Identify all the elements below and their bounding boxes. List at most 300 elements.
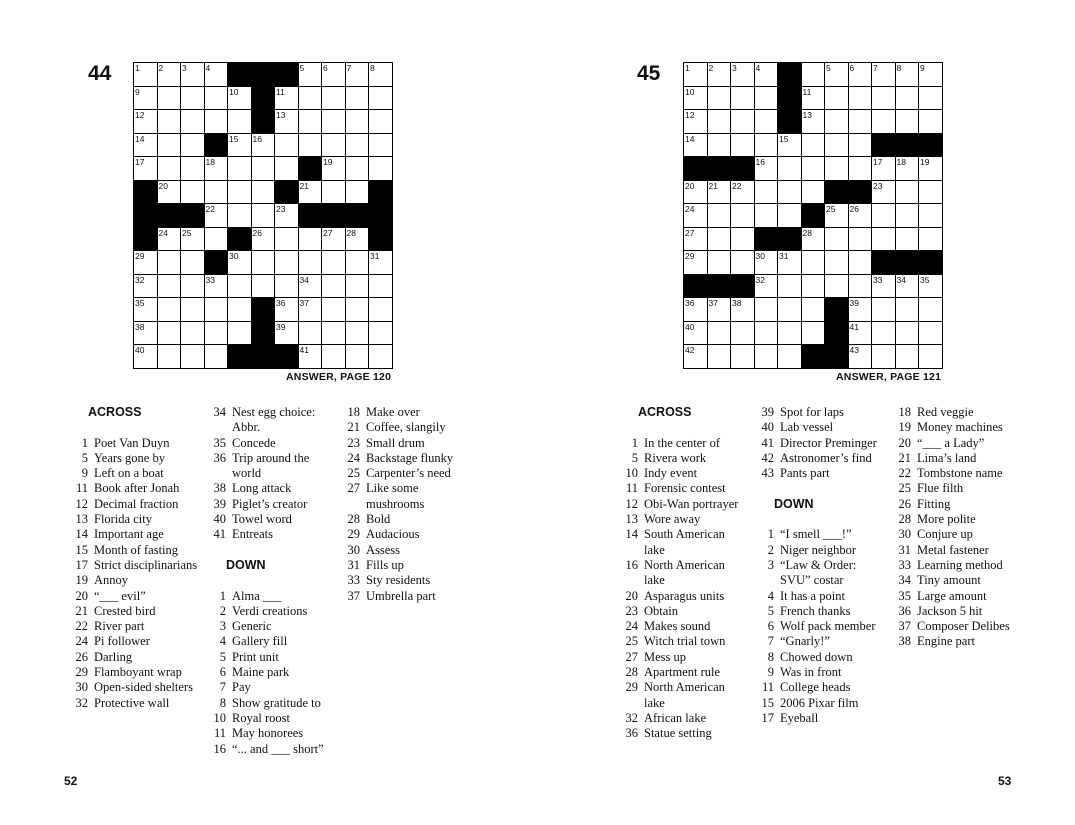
grid-cell[interactable] bbox=[802, 322, 826, 346]
grid-cell[interactable] bbox=[825, 63, 849, 87]
grid-cell[interactable] bbox=[369, 298, 393, 322]
grid-cell[interactable] bbox=[299, 110, 323, 134]
grid-cell[interactable] bbox=[684, 87, 708, 111]
clue-item[interactable] bbox=[200, 481, 330, 496]
clue-item[interactable] bbox=[612, 604, 742, 619]
grid-cell[interactable] bbox=[299, 181, 323, 205]
grid-cell[interactable] bbox=[778, 345, 802, 369]
grid-cell[interactable] bbox=[731, 322, 755, 346]
clue-item[interactable] bbox=[885, 420, 1025, 435]
clue-item[interactable] bbox=[62, 680, 210, 695]
grid-cell[interactable] bbox=[872, 110, 896, 134]
grid-cell[interactable] bbox=[369, 110, 393, 134]
grid-cell[interactable] bbox=[275, 110, 299, 134]
grid-cell[interactable] bbox=[872, 275, 896, 299]
grid-cell[interactable] bbox=[872, 345, 896, 369]
clue-item[interactable] bbox=[200, 634, 330, 649]
grid-cell[interactable] bbox=[299, 298, 323, 322]
grid-cell[interactable] bbox=[322, 345, 346, 369]
grid-cell[interactable] bbox=[299, 345, 323, 369]
clue-item[interactable] bbox=[885, 436, 1025, 451]
grid-cell[interactable] bbox=[275, 251, 299, 275]
grid-cell[interactable] bbox=[755, 345, 779, 369]
clue-item[interactable] bbox=[612, 466, 742, 481]
grid-cell[interactable] bbox=[205, 87, 229, 111]
grid-cell[interactable] bbox=[369, 251, 393, 275]
grid-cell[interactable] bbox=[896, 298, 920, 322]
clue-item[interactable] bbox=[62, 436, 210, 451]
clue-item[interactable] bbox=[334, 527, 469, 542]
grid-cell[interactable] bbox=[228, 298, 252, 322]
grid-cell[interactable] bbox=[346, 251, 370, 275]
clue-item[interactable] bbox=[62, 650, 210, 665]
clue-item[interactable] bbox=[612, 619, 742, 634]
clue-item[interactable] bbox=[748, 527, 878, 542]
grid-cell[interactable] bbox=[872, 63, 896, 87]
grid-cell[interactable] bbox=[731, 87, 755, 111]
grid-cell[interactable] bbox=[228, 87, 252, 111]
grid-cell[interactable] bbox=[205, 157, 229, 181]
grid-cell[interactable] bbox=[755, 204, 779, 228]
grid-cell[interactable] bbox=[802, 251, 826, 275]
grid-cell[interactable] bbox=[134, 63, 158, 87]
grid-cell[interactable] bbox=[708, 181, 732, 205]
grid-cell[interactable] bbox=[896, 322, 920, 346]
grid-cell[interactable] bbox=[275, 275, 299, 299]
grid-cell[interactable] bbox=[919, 298, 943, 322]
grid-cell[interactable] bbox=[825, 204, 849, 228]
grid-cell[interactable] bbox=[708, 87, 732, 111]
grid-cell[interactable] bbox=[181, 322, 205, 346]
grid-cell[interactable] bbox=[825, 134, 849, 158]
grid-cell[interactable] bbox=[134, 251, 158, 275]
grid-cell[interactable] bbox=[134, 87, 158, 111]
grid-cell[interactable] bbox=[825, 275, 849, 299]
grid-cell[interactable] bbox=[252, 157, 276, 181]
clue-item[interactable] bbox=[885, 558, 1025, 573]
grid-cell[interactable] bbox=[299, 322, 323, 346]
crossword-grid[interactable] bbox=[133, 62, 393, 369]
grid-cell[interactable] bbox=[228, 181, 252, 205]
grid-cell[interactable] bbox=[369, 63, 393, 87]
clue-item[interactable] bbox=[200, 619, 330, 634]
grid-cell[interactable] bbox=[158, 322, 182, 346]
grid-cell[interactable] bbox=[275, 134, 299, 158]
grid-cell[interactable] bbox=[134, 110, 158, 134]
grid-cell[interactable] bbox=[684, 345, 708, 369]
clue-item[interactable] bbox=[748, 665, 878, 680]
grid-cell[interactable] bbox=[158, 228, 182, 252]
grid-cell[interactable] bbox=[322, 157, 346, 181]
clue-item[interactable] bbox=[334, 451, 469, 466]
grid-cell[interactable] bbox=[919, 322, 943, 346]
grid-cell[interactable] bbox=[872, 298, 896, 322]
grid-cell[interactable] bbox=[252, 134, 276, 158]
grid-cell[interactable] bbox=[299, 275, 323, 299]
grid-cell[interactable] bbox=[369, 134, 393, 158]
grid-cell[interactable] bbox=[849, 157, 873, 181]
clue-item[interactable] bbox=[748, 634, 878, 649]
clue-item[interactable] bbox=[200, 696, 330, 711]
grid-cell[interactable] bbox=[205, 204, 229, 228]
clue-item[interactable] bbox=[748, 696, 878, 711]
grid-cell[interactable] bbox=[731, 228, 755, 252]
grid-cell[interactable] bbox=[369, 345, 393, 369]
grid-cell[interactable] bbox=[322, 251, 346, 275]
grid-cell[interactable] bbox=[322, 322, 346, 346]
grid-cell[interactable] bbox=[708, 134, 732, 158]
grid-cell[interactable] bbox=[252, 204, 276, 228]
grid-cell[interactable] bbox=[825, 228, 849, 252]
clue-item[interactable] bbox=[885, 573, 1025, 588]
grid-cell[interactable] bbox=[708, 110, 732, 134]
grid-cell[interactable] bbox=[181, 228, 205, 252]
grid-cell[interactable] bbox=[708, 228, 732, 252]
grid-cell[interactable] bbox=[755, 298, 779, 322]
grid-cell[interactable] bbox=[896, 345, 920, 369]
grid-cell[interactable] bbox=[252, 228, 276, 252]
grid-cell[interactable] bbox=[872, 87, 896, 111]
grid-cell[interactable] bbox=[181, 110, 205, 134]
grid-cell[interactable] bbox=[369, 87, 393, 111]
grid-cell[interactable] bbox=[205, 63, 229, 87]
clue-item[interactable] bbox=[62, 696, 210, 711]
clue-item[interactable] bbox=[62, 634, 210, 649]
grid-cell[interactable] bbox=[849, 228, 873, 252]
grid-cell[interactable] bbox=[802, 110, 826, 134]
clue-item[interactable] bbox=[200, 512, 330, 527]
grid-cell[interactable] bbox=[684, 63, 708, 87]
clue-item[interactable] bbox=[200, 527, 330, 542]
grid-cell[interactable] bbox=[731, 134, 755, 158]
grid-cell[interactable] bbox=[369, 157, 393, 181]
grid-cell[interactable] bbox=[299, 63, 323, 87]
grid-cell[interactable] bbox=[228, 275, 252, 299]
grid-cell[interactable] bbox=[181, 157, 205, 181]
clue-item[interactable] bbox=[612, 497, 742, 512]
grid-cell[interactable] bbox=[228, 251, 252, 275]
grid-cell[interactable] bbox=[181, 181, 205, 205]
grid-cell[interactable] bbox=[919, 87, 943, 111]
grid-cell[interactable] bbox=[708, 298, 732, 322]
grid-cell[interactable] bbox=[158, 251, 182, 275]
clue-item[interactable] bbox=[885, 619, 1025, 634]
clue-item[interactable] bbox=[748, 405, 878, 420]
grid-cell[interactable] bbox=[708, 322, 732, 346]
clue-item[interactable] bbox=[885, 497, 1025, 512]
clue-item[interactable] bbox=[62, 497, 210, 512]
grid-cell[interactable] bbox=[346, 322, 370, 346]
grid-cell[interactable] bbox=[346, 110, 370, 134]
grid-cell[interactable] bbox=[849, 345, 873, 369]
grid-cell[interactable] bbox=[919, 204, 943, 228]
clue-item[interactable] bbox=[334, 420, 469, 435]
grid-cell[interactable] bbox=[158, 134, 182, 158]
grid-cell[interactable] bbox=[731, 298, 755, 322]
grid-cell[interactable] bbox=[205, 275, 229, 299]
clue-item[interactable] bbox=[200, 451, 330, 482]
clue-item[interactable] bbox=[748, 604, 878, 619]
grid-cell[interactable] bbox=[849, 204, 873, 228]
grid-cell[interactable] bbox=[275, 228, 299, 252]
clue-item[interactable] bbox=[885, 543, 1025, 558]
grid-cell[interactable] bbox=[802, 298, 826, 322]
grid-cell[interactable] bbox=[755, 87, 779, 111]
clue-item[interactable] bbox=[748, 650, 878, 665]
clue-item[interactable] bbox=[200, 436, 330, 451]
grid-cell[interactable] bbox=[275, 322, 299, 346]
grid-cell[interactable] bbox=[778, 157, 802, 181]
grid-cell[interactable] bbox=[346, 134, 370, 158]
grid-cell[interactable] bbox=[134, 345, 158, 369]
grid-cell[interactable] bbox=[802, 157, 826, 181]
grid-cell[interactable] bbox=[684, 110, 708, 134]
grid-cell[interactable] bbox=[158, 110, 182, 134]
grid-cell[interactable] bbox=[755, 322, 779, 346]
grid-cell[interactable] bbox=[802, 275, 826, 299]
clue-item[interactable] bbox=[612, 650, 742, 665]
clue-item[interactable] bbox=[612, 481, 742, 496]
grid-cell[interactable] bbox=[755, 157, 779, 181]
grid-cell[interactable] bbox=[849, 110, 873, 134]
grid-cell[interactable] bbox=[849, 298, 873, 322]
grid-cell[interactable] bbox=[872, 322, 896, 346]
clue-item[interactable] bbox=[62, 619, 210, 634]
grid-cell[interactable] bbox=[778, 275, 802, 299]
grid-cell[interactable] bbox=[802, 181, 826, 205]
grid-cell[interactable] bbox=[731, 181, 755, 205]
grid-cell[interactable] bbox=[322, 110, 346, 134]
grid-cell[interactable] bbox=[919, 63, 943, 87]
clue-item[interactable] bbox=[612, 527, 742, 558]
clue-item[interactable] bbox=[612, 711, 742, 726]
grid-cell[interactable] bbox=[684, 322, 708, 346]
clue-item[interactable] bbox=[612, 634, 742, 649]
grid-cell[interactable] bbox=[896, 87, 920, 111]
clue-item[interactable] bbox=[612, 589, 742, 604]
clue-item[interactable] bbox=[748, 420, 878, 435]
grid-cell[interactable] bbox=[731, 251, 755, 275]
clue-item[interactable] bbox=[62, 481, 210, 496]
grid-cell[interactable] bbox=[802, 87, 826, 111]
grid-cell[interactable] bbox=[134, 134, 158, 158]
clue-item[interactable] bbox=[885, 589, 1025, 604]
grid-cell[interactable] bbox=[275, 157, 299, 181]
grid-cell[interactable] bbox=[802, 134, 826, 158]
clue-item[interactable] bbox=[748, 558, 878, 589]
clue-item[interactable] bbox=[200, 497, 330, 512]
clue-item[interactable] bbox=[334, 512, 469, 527]
grid-cell[interactable] bbox=[684, 228, 708, 252]
clue-item[interactable] bbox=[748, 711, 878, 726]
grid-cell[interactable] bbox=[684, 251, 708, 275]
grid-cell[interactable] bbox=[322, 63, 346, 87]
grid-cell[interactable] bbox=[252, 275, 276, 299]
grid-cell[interactable] bbox=[275, 87, 299, 111]
grid-cell[interactable] bbox=[252, 181, 276, 205]
grid-cell[interactable] bbox=[181, 87, 205, 111]
clue-item[interactable] bbox=[334, 589, 469, 604]
grid-cell[interactable] bbox=[299, 228, 323, 252]
grid-cell[interactable] bbox=[228, 134, 252, 158]
grid-cell[interactable] bbox=[205, 228, 229, 252]
clue-item[interactable] bbox=[200, 742, 330, 757]
clue-item[interactable] bbox=[62, 451, 210, 466]
grid-cell[interactable] bbox=[825, 251, 849, 275]
grid-cell[interactable] bbox=[872, 157, 896, 181]
grid-cell[interactable] bbox=[322, 298, 346, 322]
clue-item[interactable] bbox=[62, 558, 210, 573]
clue-item[interactable] bbox=[885, 451, 1025, 466]
grid-cell[interactable] bbox=[872, 181, 896, 205]
grid-cell[interactable] bbox=[755, 134, 779, 158]
grid-cell[interactable] bbox=[299, 134, 323, 158]
clue-item[interactable] bbox=[334, 558, 469, 573]
grid-cell[interactable] bbox=[825, 110, 849, 134]
clue-item[interactable] bbox=[748, 680, 878, 695]
grid-cell[interactable] bbox=[346, 157, 370, 181]
grid-cell[interactable] bbox=[181, 298, 205, 322]
clue-item[interactable] bbox=[334, 405, 469, 420]
grid-cell[interactable] bbox=[322, 275, 346, 299]
grid-cell[interactable] bbox=[134, 275, 158, 299]
clue-item[interactable] bbox=[62, 527, 210, 542]
clue-item[interactable] bbox=[612, 665, 742, 680]
grid-cell[interactable] bbox=[158, 345, 182, 369]
grid-cell[interactable] bbox=[299, 251, 323, 275]
clue-item[interactable] bbox=[748, 619, 878, 634]
grid-cell[interactable] bbox=[134, 298, 158, 322]
grid-cell[interactable] bbox=[849, 251, 873, 275]
grid-cell[interactable] bbox=[322, 228, 346, 252]
grid-cell[interactable] bbox=[322, 134, 346, 158]
grid-cell[interactable] bbox=[708, 63, 732, 87]
clue-item[interactable] bbox=[885, 466, 1025, 481]
grid-cell[interactable] bbox=[134, 157, 158, 181]
grid-cell[interactable] bbox=[684, 298, 708, 322]
grid-cell[interactable] bbox=[158, 298, 182, 322]
grid-cell[interactable] bbox=[346, 63, 370, 87]
grid-cell[interactable] bbox=[684, 134, 708, 158]
clue-item[interactable] bbox=[885, 604, 1025, 619]
grid-cell[interactable] bbox=[708, 204, 732, 228]
grid-cell[interactable] bbox=[849, 322, 873, 346]
grid-cell[interactable] bbox=[896, 181, 920, 205]
grid-cell[interactable] bbox=[181, 251, 205, 275]
clue-item[interactable] bbox=[334, 436, 469, 451]
grid-cell[interactable] bbox=[731, 63, 755, 87]
clue-item[interactable] bbox=[334, 481, 469, 512]
grid-cell[interactable] bbox=[205, 110, 229, 134]
grid-cell[interactable] bbox=[205, 322, 229, 346]
grid-cell[interactable] bbox=[755, 110, 779, 134]
clue-item[interactable] bbox=[334, 573, 469, 588]
clue-item[interactable] bbox=[62, 665, 210, 680]
grid-cell[interactable] bbox=[896, 275, 920, 299]
clue-item[interactable] bbox=[885, 527, 1025, 542]
clue-item[interactable] bbox=[885, 512, 1025, 527]
grid-cell[interactable] bbox=[346, 87, 370, 111]
clue-item[interactable] bbox=[62, 604, 210, 619]
grid-cell[interactable] bbox=[778, 134, 802, 158]
grid-cell[interactable] bbox=[731, 345, 755, 369]
grid-cell[interactable] bbox=[825, 87, 849, 111]
grid-cell[interactable] bbox=[158, 181, 182, 205]
grid-cell[interactable] bbox=[919, 157, 943, 181]
clue-item[interactable] bbox=[612, 680, 742, 711]
clue-item[interactable] bbox=[334, 466, 469, 481]
grid-cell[interactable] bbox=[346, 181, 370, 205]
clue-item[interactable] bbox=[748, 436, 878, 451]
clue-item[interactable] bbox=[62, 543, 210, 558]
clue-item[interactable] bbox=[200, 665, 330, 680]
grid-cell[interactable] bbox=[299, 87, 323, 111]
grid-cell[interactable] bbox=[708, 345, 732, 369]
grid-cell[interactable] bbox=[896, 110, 920, 134]
grid-cell[interactable] bbox=[896, 63, 920, 87]
grid-cell[interactable] bbox=[755, 251, 779, 275]
grid-cell[interactable] bbox=[158, 87, 182, 111]
grid-cell[interactable] bbox=[228, 157, 252, 181]
clue-item[interactable] bbox=[200, 405, 330, 436]
grid-cell[interactable] bbox=[181, 345, 205, 369]
grid-cell[interactable] bbox=[755, 181, 779, 205]
grid-cell[interactable] bbox=[181, 63, 205, 87]
grid-cell[interactable] bbox=[322, 181, 346, 205]
clue-item[interactable] bbox=[612, 451, 742, 466]
clue-item[interactable] bbox=[62, 573, 210, 588]
grid-cell[interactable] bbox=[205, 181, 229, 205]
grid-cell[interactable] bbox=[684, 204, 708, 228]
grid-cell[interactable] bbox=[778, 204, 802, 228]
clue-item[interactable] bbox=[200, 680, 330, 695]
grid-cell[interactable] bbox=[731, 204, 755, 228]
grid-cell[interactable] bbox=[919, 345, 943, 369]
clue-item[interactable] bbox=[334, 543, 469, 558]
clue-item[interactable] bbox=[748, 466, 878, 481]
grid-cell[interactable] bbox=[849, 87, 873, 111]
grid-cell[interactable] bbox=[346, 298, 370, 322]
grid-cell[interactable] bbox=[872, 204, 896, 228]
grid-cell[interactable] bbox=[369, 275, 393, 299]
grid-cell[interactable] bbox=[778, 181, 802, 205]
clue-item[interactable] bbox=[612, 436, 742, 451]
grid-cell[interactable] bbox=[849, 275, 873, 299]
grid-cell[interactable] bbox=[896, 204, 920, 228]
grid-cell[interactable] bbox=[228, 322, 252, 346]
grid-cell[interactable] bbox=[919, 181, 943, 205]
grid-cell[interactable] bbox=[158, 275, 182, 299]
grid-cell[interactable] bbox=[896, 228, 920, 252]
grid-cell[interactable] bbox=[346, 228, 370, 252]
clue-item[interactable] bbox=[612, 558, 742, 589]
grid-cell[interactable] bbox=[755, 63, 779, 87]
grid-cell[interactable] bbox=[158, 63, 182, 87]
grid-cell[interactable] bbox=[346, 345, 370, 369]
grid-cell[interactable] bbox=[134, 322, 158, 346]
grid-cell[interactable] bbox=[684, 181, 708, 205]
grid-cell[interactable] bbox=[158, 157, 182, 181]
grid-cell[interactable] bbox=[755, 275, 779, 299]
clue-item[interactable] bbox=[200, 589, 330, 604]
grid-cell[interactable] bbox=[346, 275, 370, 299]
grid-cell[interactable] bbox=[778, 322, 802, 346]
grid-cell[interactable] bbox=[181, 275, 205, 299]
grid-cell[interactable] bbox=[802, 63, 826, 87]
grid-cell[interactable] bbox=[919, 275, 943, 299]
grid-cell[interactable] bbox=[228, 110, 252, 134]
crossword-grid[interactable] bbox=[683, 62, 943, 369]
